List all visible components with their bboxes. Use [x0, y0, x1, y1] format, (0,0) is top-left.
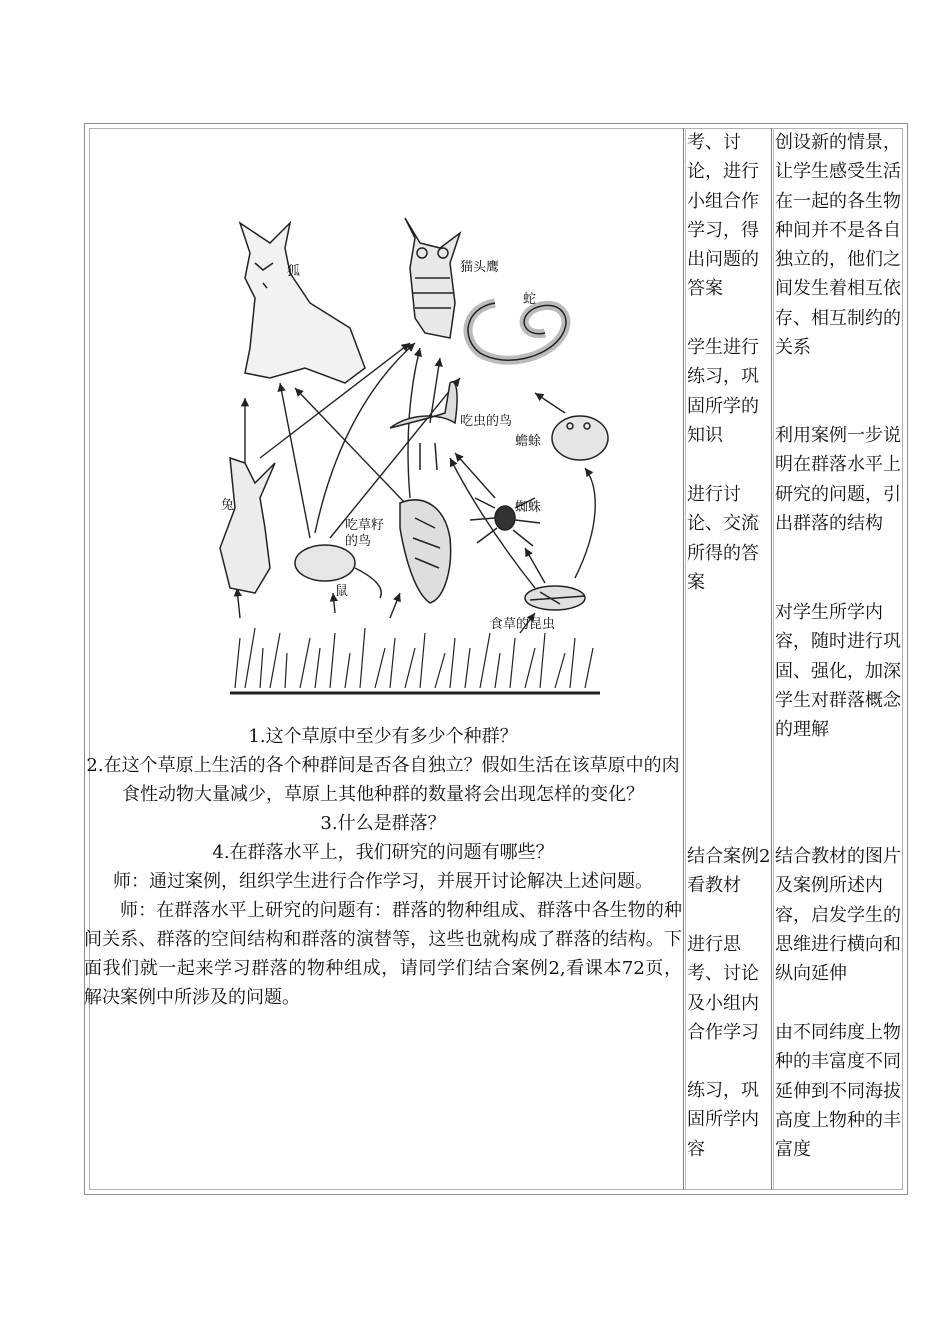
- student-activity-6: 练习，巩固所学内容: [687, 1080, 759, 1160]
- question-4: 4.在群落水平上，我们研究的问题有哪些？: [212, 842, 554, 863]
- teacher-note-2: 师：在群落水平上研究的问题有：群落的物种组成、群落中各生物的种间关系、群落的空间结构和群落的演替等，这些也就构成了群落的结构。下面我们就一起来学习群落的物种组成，请同学们结合案例2,看课本72页，解决案例中所涉及的问题。: [84, 900, 682, 1008]
- design-intent-5: 由不同纬度上物种的丰富度不同延伸到不同海拔高度上物种的丰富度: [775, 1022, 901, 1161]
- label-seed-bird: 吃草籽 的鸟: [345, 518, 385, 549]
- food-web-figure: [215, 208, 610, 718]
- question-1: 1.这个草原中至少有多少个种群？: [248, 726, 518, 747]
- label-spider: 蜘蛛: [515, 500, 542, 515]
- label-snake: 蛇: [523, 292, 537, 307]
- design-intent-1: 创设新的情景，让学生感受生活在一起的各生物种间并不是各自独立的，他们之间发生着相互依存、相互制约的关系: [775, 132, 901, 359]
- student-activity-1: 考、讨论，进行小组合作学习，得出问题的答案: [687, 132, 759, 300]
- question-2: 2.在这个草原上生活的各个种群间是否各自独立？假如生活在该草原中的肉食性动物大量减少，草原上其他种群的数量将会出现怎样的变化？: [86, 755, 680, 805]
- column-divider: [685, 128, 686, 1190]
- teacher-note-1: 师：通过案例，组织学生进行合作学习，并展开讨论解决上述问题。: [113, 871, 653, 892]
- food-web-illustration: [215, 208, 610, 718]
- design-intent-2: 利用案例一步说明在群落水平上研究的问题，引出群落的结构: [775, 425, 901, 534]
- animals: [220, 218, 608, 610]
- student-activity-4: 结合案例2看教材: [687, 846, 771, 897]
- column-divider: [773, 128, 774, 1190]
- label-owl: 猫头鹰: [460, 260, 500, 275]
- student-activity-5: 进行思考、讨论及小组内合作学习: [687, 934, 759, 1043]
- design-intent-4: 结合教材的图片及案例所述内容，启发学生的思维进行横向和纵向延伸: [775, 846, 901, 985]
- label-grass-insect: 食草的昆虫: [490, 617, 556, 632]
- label-mouse: 鼠: [335, 584, 349, 599]
- label-fox: 狐: [287, 264, 301, 279]
- design-intent-column: [775, 128, 907, 1190]
- student-activity-2: 学生进行练习，巩固所学的知识: [687, 337, 759, 446]
- question-3: 3.什么是群落？: [320, 813, 446, 834]
- lesson-questions: [84, 722, 682, 1012]
- label-rabbit: 兔: [221, 498, 235, 513]
- design-intent-3: 对学生所学内容，随时进行巩固、强化，加深学生对群落概念的理解: [775, 602, 901, 741]
- label-insect-bird: 吃虫的鸟: [460, 414, 513, 429]
- student-activity-3: 进行讨论、交流所得的答案: [687, 484, 759, 593]
- grass: [230, 628, 600, 693]
- label-toad: 蟾蜍: [515, 434, 542, 449]
- student-activity-column: [687, 128, 773, 1190]
- column-divider: [683, 128, 684, 1190]
